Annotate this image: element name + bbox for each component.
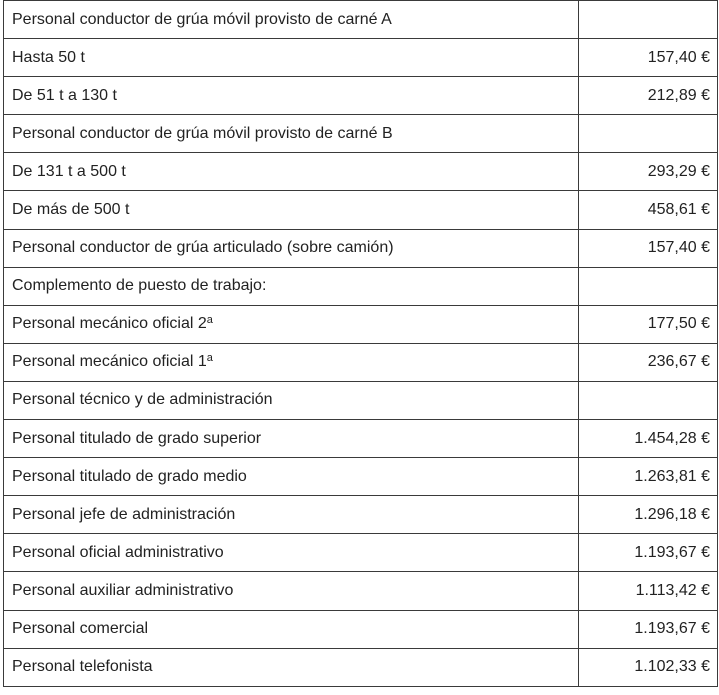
row-amount: 1.113,42 € [579, 572, 718, 610]
table-row [4, 305, 718, 343]
row-label: Complemento de puesto de trabajo: [4, 267, 579, 305]
row-label: De más de 500 t [4, 191, 579, 229]
row-amount: 236,67 € [579, 343, 718, 381]
row-label: De 131 t a 500 t [4, 153, 579, 191]
row-label: Personal comercial [4, 610, 579, 648]
row-amount: 157,40 € [579, 229, 718, 267]
row-amount: 458,61 € [579, 191, 718, 229]
row-amount [579, 267, 718, 305]
row-amount: 1.102,33 € [579, 648, 718, 686]
table-row [4, 572, 718, 610]
row-label: Personal conductor de grúa móvil provisto de carné B [4, 115, 579, 153]
salary-table [3, 0, 718, 687]
table-row [4, 496, 718, 534]
table-row [4, 648, 718, 686]
salary-table-body [4, 1, 718, 687]
row-label: Personal jefe de administración [4, 496, 579, 534]
row-label: Personal oficial administrativo [4, 534, 579, 572]
row-amount: 212,89 € [579, 77, 718, 115]
row-amount: 1.193,67 € [579, 534, 718, 572]
row-label: Personal conductor de grúa móvil provisto de carné A [4, 1, 579, 39]
row-amount [579, 381, 718, 419]
table-row [4, 115, 718, 153]
row-amount: 1.263,81 € [579, 458, 718, 496]
row-label: Hasta 50 t [4, 39, 579, 77]
row-label: Personal titulado de grado medio [4, 458, 579, 496]
row-amount [579, 115, 718, 153]
row-amount: 293,29 € [579, 153, 718, 191]
table-row [4, 77, 718, 115]
table-row [4, 610, 718, 648]
table-row [4, 458, 718, 496]
row-amount: 157,40 € [579, 39, 718, 77]
table-row [4, 1, 718, 39]
table-row [4, 191, 718, 229]
table-row [4, 534, 718, 572]
row-label: Personal auxiliar administrativo [4, 572, 579, 610]
row-amount: 1.193,67 € [579, 610, 718, 648]
table-row [4, 343, 718, 381]
row-label: Personal mecánico oficial 2$^a$ [4, 305, 579, 343]
row-label: Personal técnico y de administración [4, 381, 579, 419]
row-label: De 51 t a 130 t [4, 77, 579, 115]
row-label: Personal mecánico oficial 1$^a$ [4, 343, 579, 381]
table-row [4, 153, 718, 191]
row-amount: 177,50 € [579, 305, 718, 343]
row-label: Personal titulado de grado superior [4, 420, 579, 458]
table-row [4, 229, 718, 267]
row-amount: 1.296,18 € [579, 496, 718, 534]
table-row [4, 39, 718, 77]
table-row [4, 381, 718, 419]
table-row [4, 267, 718, 305]
row-label: Personal conductor de grúa articulado (sobre camión) [4, 229, 579, 267]
row-amount [579, 1, 718, 39]
table-row [4, 420, 718, 458]
row-label: Personal telefonista [4, 648, 579, 686]
row-amount: 1.454,28 € [579, 420, 718, 458]
